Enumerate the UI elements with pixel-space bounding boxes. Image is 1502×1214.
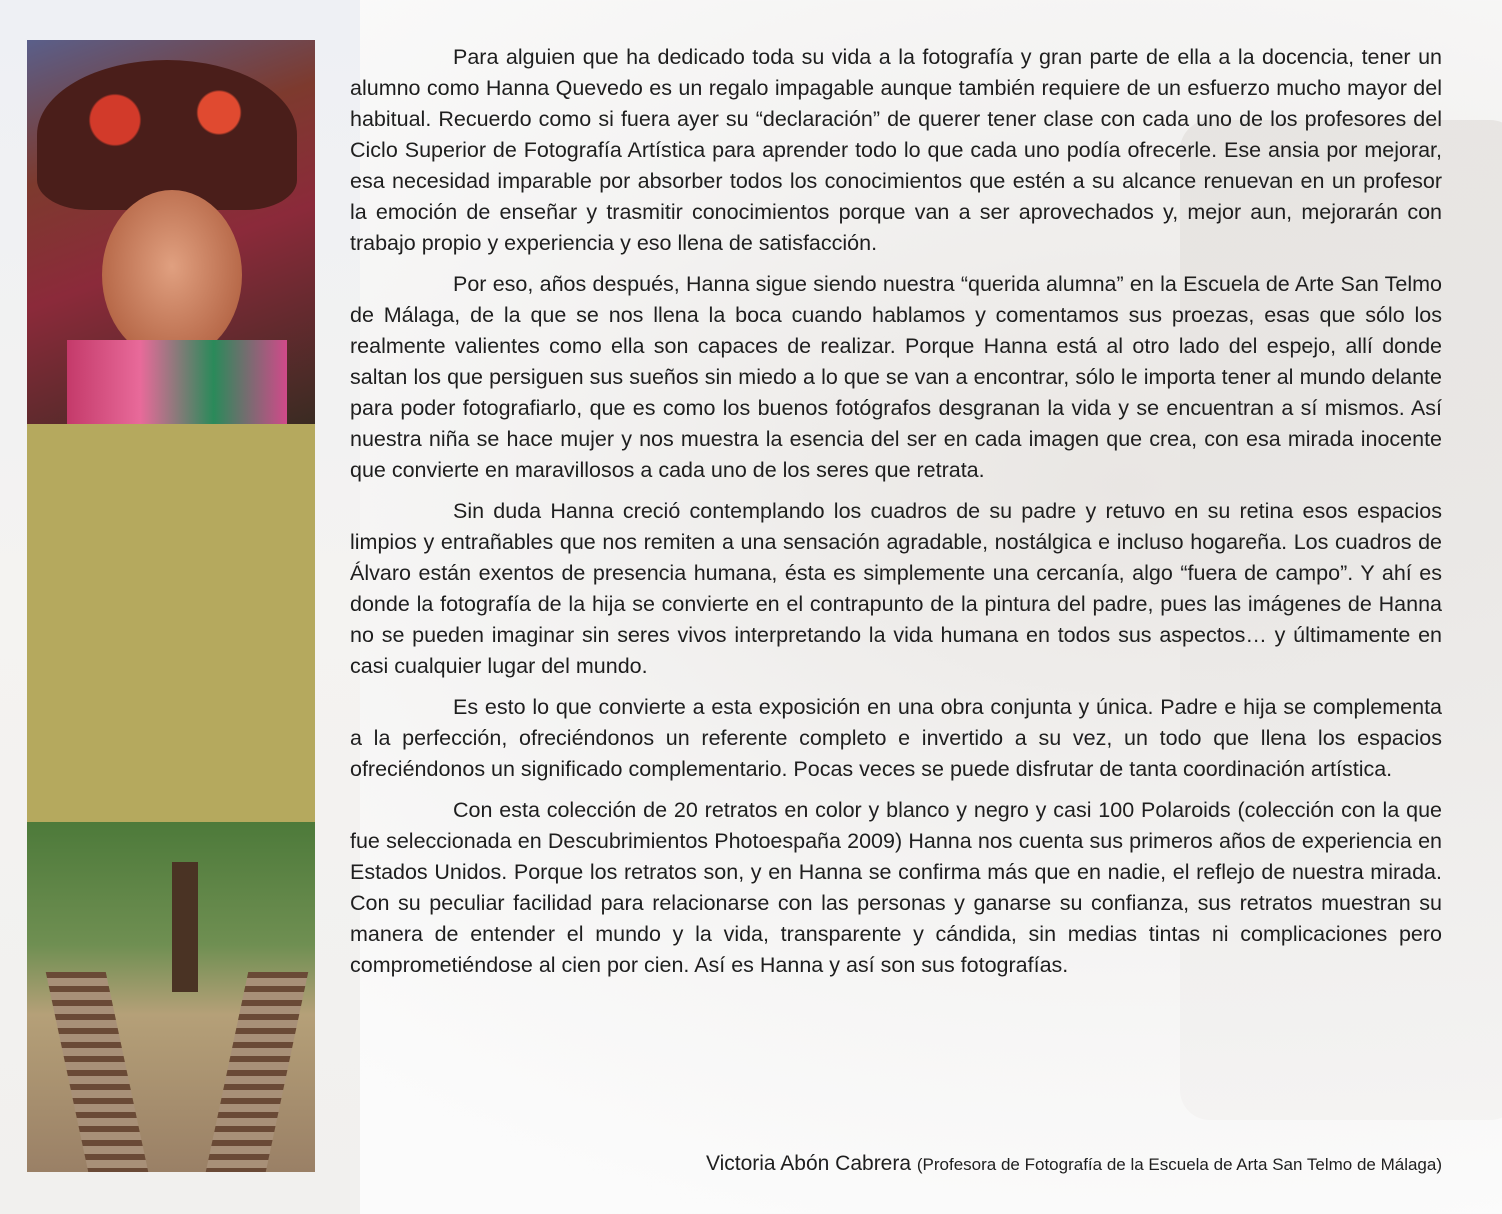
flower-crown: [37, 60, 297, 210]
face: [102, 190, 242, 360]
portrait-photo: [27, 40, 315, 424]
paragraph: Por eso, años después, Hanna sigue siendo nuestra “querida alumna” en la Escuela de Arte San Telmo de Málaga, de la que se nos llena la boca cuando hablamos y comentamos sus proezas, esas que sólo los realmente valientes como ella son capaces de realizar. Porque Hanna está al otro lado del espejo, allí donde saltan los que persiguen sus sueños sin miedo a lo que se van a encontrar, sólo le importa tener al mundo delante para poder fotografiarlo, que es como los buenos fotógrafos desgranan la vida y se encuentran a sí mismos. Así nuestra niña se hace mujer y nos muestra la esencia del ser en cada imagen que crea, con esa mirada inocente que convierte en maravillosos a cada uno de los seres que retrata.: [350, 272, 1442, 482]
rail-track-right: [206, 972, 309, 1172]
author-role: (Profesora de Fotografía de la Escuela de Arta San Telmo de Málaga): [916, 1155, 1442, 1174]
colorful-shirt: [67, 340, 287, 424]
railway-painting: [27, 822, 315, 1172]
tree-trunk: [172, 862, 198, 992]
article-body: [350, 42, 1442, 991]
rail-track-left: [46, 972, 149, 1172]
olive-panel: [27, 424, 315, 822]
paragraph: Sin duda Hanna creció contemplando los cuadros de su padre y retuvo en su retina esos espacios limpios y entrañables que nos remiten a una sensación agradable, nostálgica e incluso hogareña. Los cuadros de Álvaro están exentos de presencia humana, ésta es simplemente una cercanía, algo “fuera de campo”. Y ahí es donde la fotografía de la hija se convierte en el contrapunto de la pintura del padre, pues las imágenes de Hanna no se pueden imaginar sin seres vivos interpretando la vida humana en todos sus aspectos… y últimamente en casi cualquier lugar del mundo.: [350, 499, 1442, 678]
signature: [706, 1152, 1442, 1176]
paragraph: Con esta colección de 20 retratos en color y blanco y negro y casi 100 Polaroids (colección con la que fue seleccionada en Descubrimientos Photoespaña 2009) Hanna nos cuenta sus primeros años de experiencia en Estados Unidos. Porque los retratos son, y en Hanna se confirma más que en nadie, el reflejo de nuestra mirada. Con su peculiar facilidad para relacionarse con las personas y ganarse su confianza, sus retratos muestran su manera de entender el mundo y la vida, transparente y cándida, sin medias tintas ni complicaciones pero comprometiéndose al cien por cien. Así es Hanna y así son sus fotografías.: [350, 798, 1442, 977]
paragraph: Es esto lo que convierte a esta exposición en una obra conjunta y única. Padre e hija se complementa a la perfección, ofreciéndonos un referente completo e invertido a su vez, un todo que llena los espacios ofreciéndonos un significado complementario. Pocas veces se puede disfrutar de tanta coordinación artística.: [350, 695, 1442, 781]
image-column: [27, 40, 315, 1172]
paragraph: Para alguien que ha dedicado toda su vida a la fotografía y gran parte de ella a la docencia, tener un alumno como Hanna Quevedo es un regalo impagable aunque también requiere de un esfuerzo mucho mayor del habitual. Recuerdo como si fuera ayer su “declaración” de querer tener clase con cada uno de los profesores del Ciclo Superior de Fotografía Artística para aprender todo lo que cada uno podía ofrecerle. Ese ansia por mejorar, esa necesidad imparable por absorber todos los conocimientos que estén a su alcance renuevan en un profesor la emoción de enseñar y trasmitir conocimientos porque van a ser aprovechados y, mejor aun, mejorarán con trabajo propio y experiencia y eso llena de satisfacción.: [350, 45, 1442, 255]
author-name: Victoria Abón Cabrera: [705, 1152, 912, 1175]
